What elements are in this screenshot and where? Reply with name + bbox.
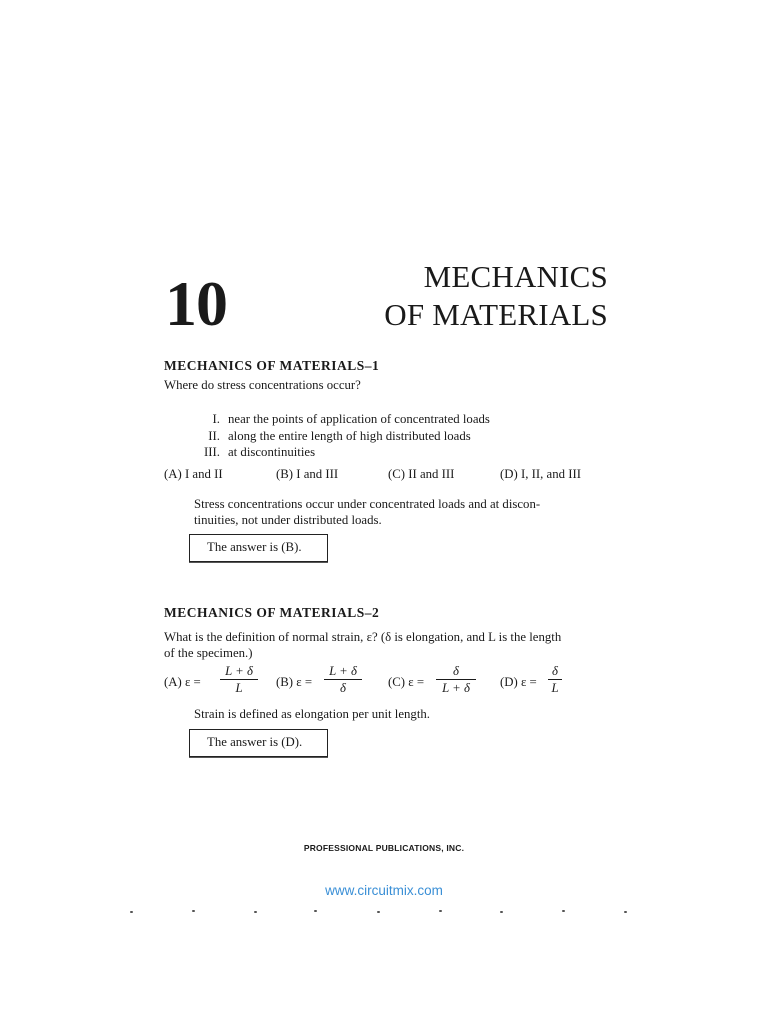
- chapter-number: 10: [165, 268, 227, 339]
- question-2-explanation: Strain is defined as elongation per unit length.: [194, 707, 430, 721]
- scan-artifact: [130, 911, 133, 913]
- statement-number: I.: [212, 412, 220, 426]
- fraction: [548, 664, 562, 695]
- scan-artifact: [562, 910, 565, 912]
- option-label: (D) ε =: [500, 675, 537, 689]
- statement-text: at discontinuities: [228, 445, 316, 459]
- statement-text: near the points of application of concentrated loads: [228, 412, 490, 426]
- fraction-numerator: L + δ: [329, 664, 357, 678]
- question-2-text-line1: What is the definition of normal strain, ε? (δ is elongation, and L is the length: [164, 630, 562, 644]
- fraction-denominator: L + δ: [442, 681, 470, 695]
- statement-item: [172, 444, 512, 461]
- question-1-option-a: (A) I and II: [164, 467, 223, 481]
- fraction-denominator: L: [235, 681, 243, 695]
- question-2-answer-box: [189, 729, 328, 757]
- question-1-option-b: (B) I and III: [276, 467, 339, 481]
- question-1-option-d: (D) I, II, and III: [500, 467, 582, 481]
- question-2-text-line2: of the specimen.): [164, 646, 253, 660]
- fraction-denominator: δ: [340, 681, 346, 695]
- question-1-explanation-line1: Stress concentrations occur under concentrated loads and at discon-: [194, 497, 541, 511]
- statement-item: [172, 411, 512, 428]
- fraction: [436, 664, 476, 695]
- chapter-title: [384, 258, 608, 334]
- fraction: [220, 664, 258, 695]
- question-2-option-b: [276, 664, 376, 700]
- scan-artifact: [314, 910, 317, 912]
- question-1-answer: The answer is (B).: [207, 540, 302, 554]
- fraction: [324, 664, 362, 695]
- chapter-title-line2: OF MATERIALS: [384, 297, 608, 332]
- question-1-explanation-line2: tinuities, not under distributed loads.: [194, 513, 382, 527]
- question-1-statement-list: [172, 411, 512, 461]
- fraction-numerator: δ: [453, 664, 459, 678]
- question-1-answer-box: [189, 534, 328, 562]
- scan-artifact: [192, 910, 195, 912]
- option-label: (A) ε =: [164, 675, 201, 689]
- scan-artifact: [377, 911, 380, 913]
- fraction-numerator: L + δ: [225, 664, 253, 678]
- publisher-footer: PROFESSIONAL PUBLICATIONS, INC.: [303, 843, 465, 853]
- website-link[interactable]: www.circuitmix.com: [325, 883, 443, 898]
- scan-artifact: [439, 910, 442, 912]
- question-1-explanation: [194, 496, 594, 528]
- fraction-denominator: L: [551, 681, 559, 695]
- fraction-bar: [324, 679, 362, 680]
- option-label: (B) ε =: [276, 675, 313, 689]
- question-1-text: Where do stress concentrations occur?: [164, 378, 361, 392]
- question-1-option-c: (C) II and III: [388, 467, 455, 481]
- fraction-bar: [220, 679, 258, 680]
- option-label: (C) ε =: [388, 675, 425, 689]
- question-2-heading: MECHANICS OF MATERIALS–2: [164, 605, 380, 620]
- statement-number: III.: [204, 445, 220, 459]
- question-2-text: [164, 629, 624, 661]
- question-2-option-a: [164, 664, 264, 700]
- statement-number: II.: [208, 428, 220, 443]
- scan-artifact: [254, 911, 257, 913]
- question-1-heading: MECHANICS OF MATERIALS–1: [164, 358, 380, 373]
- fraction-numerator: δ: [552, 664, 558, 678]
- statement-text: along the entire length of high distributed loads: [228, 428, 471, 443]
- scan-artifact: [500, 911, 503, 913]
- fraction-bar: [548, 679, 562, 680]
- question-2-answer: The answer is (D).: [207, 735, 303, 749]
- fraction-bar: [436, 679, 476, 680]
- statement-item: [172, 428, 512, 445]
- question-2-option-c: [388, 664, 498, 700]
- chapter-title-line1: MECHANICS: [423, 259, 608, 294]
- question-2-option-d: [500, 664, 580, 700]
- scan-artifact: [624, 911, 627, 913]
